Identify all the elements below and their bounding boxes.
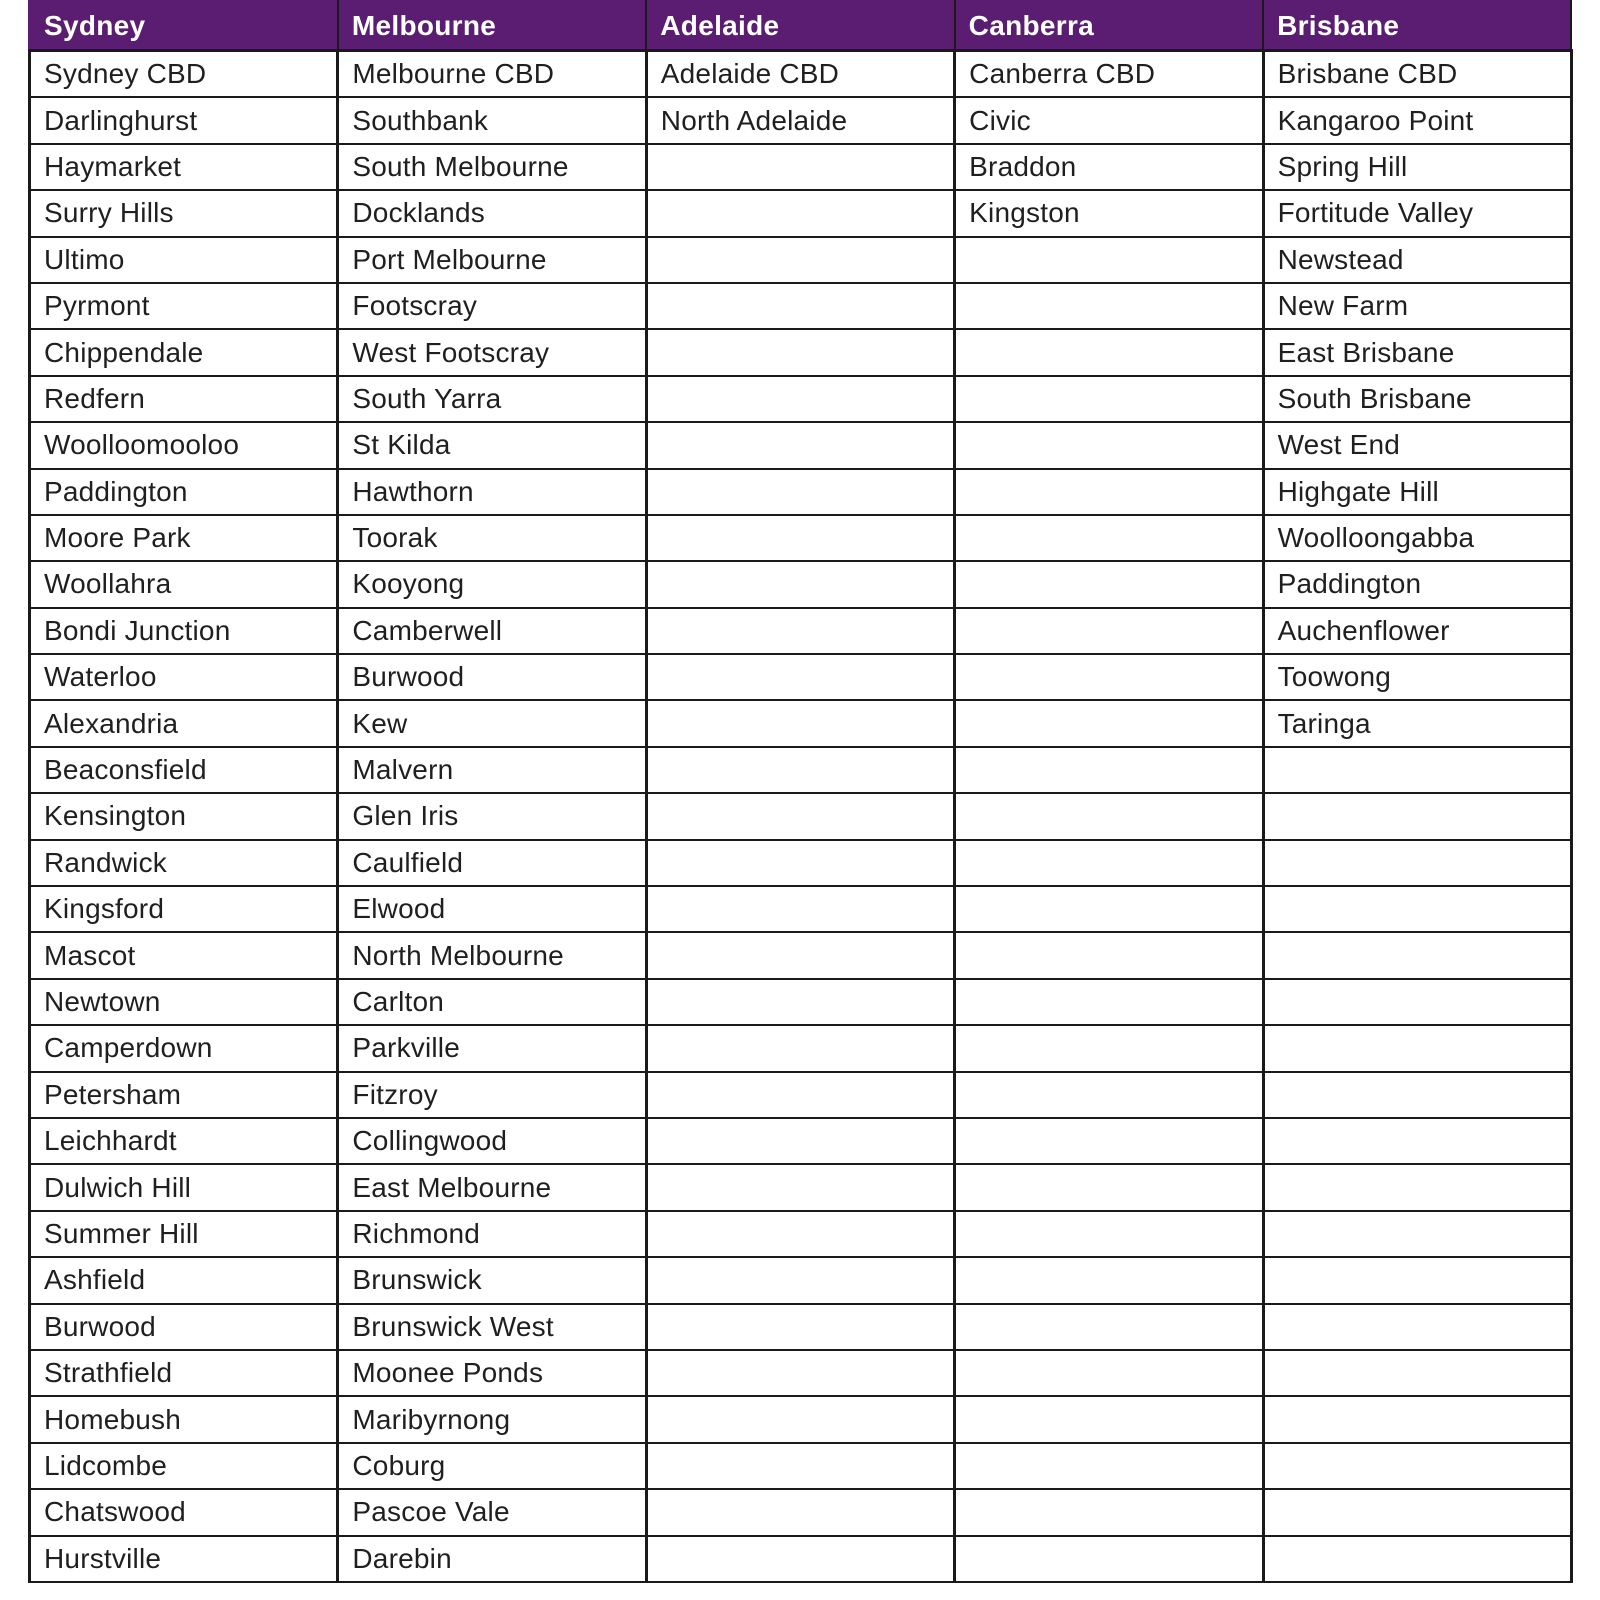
table-cell-melbourne: Footscray <box>338 283 646 329</box>
table-cell-adelaide <box>646 376 954 422</box>
table-cell-brisbane <box>1263 1489 1571 1535</box>
table-cell-brisbane <box>1263 1536 1571 1582</box>
table-cell-sydney: Mascot <box>30 932 338 978</box>
table-cell-canberra <box>955 515 1263 561</box>
table-cell-melbourne: Malvern <box>338 747 646 793</box>
table-cell-adelaide <box>646 1211 954 1257</box>
table-row <box>30 1443 1572 1489</box>
table-cell-brisbane <box>1263 793 1571 839</box>
table-cell-canberra <box>955 1350 1263 1396</box>
table-row <box>30 654 1572 700</box>
table-cell-canberra <box>955 840 1263 886</box>
table-cell-canberra <box>955 561 1263 607</box>
table-row <box>30 1304 1572 1350</box>
table-cell-sydney: Alexandria <box>30 700 338 746</box>
table-cell-canberra <box>955 422 1263 468</box>
table-cell-brisbane: Newstead <box>1263 237 1571 283</box>
table-cell-sydney: Kensington <box>30 793 338 839</box>
table-row <box>30 793 1572 839</box>
table-cell-sydney: Ultimo <box>30 237 338 283</box>
table-row <box>30 1536 1572 1582</box>
table-cell-canberra <box>955 747 1263 793</box>
table-cell-melbourne: South Melbourne <box>338 144 646 190</box>
table-cell-brisbane <box>1263 932 1571 978</box>
table-cell-melbourne: Hawthorn <box>338 469 646 515</box>
table-cell-adelaide <box>646 1304 954 1350</box>
table-row <box>30 1257 1572 1303</box>
table-cell-canberra <box>955 329 1263 375</box>
table-cell-sydney: Redfern <box>30 376 338 422</box>
table-cell-brisbane <box>1263 1350 1571 1396</box>
table-cell-adelaide <box>646 422 954 468</box>
table-cell-melbourne: Toorak <box>338 515 646 561</box>
table-cell-adelaide <box>646 1396 954 1442</box>
table-row <box>30 97 1572 143</box>
table-cell-canberra <box>955 1536 1263 1582</box>
column-header-canberra: Canberra <box>955 1 1263 51</box>
table-cell-adelaide <box>646 237 954 283</box>
table-row <box>30 979 1572 1025</box>
table-cell-adelaide <box>646 793 954 839</box>
table-cell-melbourne: Southbank <box>338 97 646 143</box>
table-cell-brisbane <box>1263 886 1571 932</box>
table-cell-melbourne: Richmond <box>338 1211 646 1257</box>
table-cell-adelaide: Adelaide CBD <box>646 51 954 98</box>
table-cell-brisbane <box>1263 1304 1571 1350</box>
table-row <box>30 283 1572 329</box>
table-cell-adelaide <box>646 654 954 700</box>
table-cell-sydney: Chippendale <box>30 329 338 375</box>
table-cell-adelaide <box>646 1118 954 1164</box>
table-cell-canberra <box>955 1489 1263 1535</box>
table-cell-sydney: Bondi Junction <box>30 608 338 654</box>
table-cell-melbourne: St Kilda <box>338 422 646 468</box>
table-cell-canberra <box>955 1443 1263 1489</box>
table-cell-melbourne: Brunswick West <box>338 1304 646 1350</box>
table-cell-sydney: Newtown <box>30 979 338 1025</box>
table-cell-canberra <box>955 1118 1263 1164</box>
table-cell-adelaide <box>646 190 954 236</box>
table-cell-adelaide <box>646 886 954 932</box>
table-cell-sydney: Burwood <box>30 1304 338 1350</box>
table-cell-sydney: Ashfield <box>30 1257 338 1303</box>
table-cell-melbourne: South Yarra <box>338 376 646 422</box>
table-cell-melbourne: Burwood <box>338 654 646 700</box>
table-cell-sydney: Waterloo <box>30 654 338 700</box>
table-cell-adelaide <box>646 608 954 654</box>
table-cell-sydney: Paddington <box>30 469 338 515</box>
column-header-sydney: Sydney <box>30 1 338 51</box>
table-cell-adelaide <box>646 1443 954 1489</box>
table-cell-canberra: Civic <box>955 97 1263 143</box>
table-row <box>30 469 1572 515</box>
table-row <box>30 144 1572 190</box>
table-cell-brisbane <box>1263 747 1571 793</box>
table-cell-melbourne: Camberwell <box>338 608 646 654</box>
table-cell-brisbane <box>1263 979 1571 1025</box>
table-row <box>30 561 1572 607</box>
table-cell-sydney: Haymarket <box>30 144 338 190</box>
table-cell-melbourne: Docklands <box>338 190 646 236</box>
table-cell-sydney: Leichhardt <box>30 1118 338 1164</box>
table-cell-brisbane: East Brisbane <box>1263 329 1571 375</box>
table-cell-canberra <box>955 654 1263 700</box>
table-cell-brisbane: Auchenflower <box>1263 608 1571 654</box>
table-row <box>30 932 1572 978</box>
table-cell-adelaide <box>646 932 954 978</box>
table-cell-canberra <box>955 1164 1263 1210</box>
table-row <box>30 422 1572 468</box>
table-cell-adelaide <box>646 1257 954 1303</box>
table-cell-canberra <box>955 793 1263 839</box>
table-cell-adelaide <box>646 329 954 375</box>
table-cell-sydney: Summer Hill <box>30 1211 338 1257</box>
table-cell-canberra <box>955 608 1263 654</box>
table-cell-sydney: Petersham <box>30 1072 338 1118</box>
table-cell-canberra <box>955 1025 1263 1071</box>
table-cell-sydney: Lidcombe <box>30 1443 338 1489</box>
table-row <box>30 1489 1572 1535</box>
table-cell-brisbane: Woolloongabba <box>1263 515 1571 561</box>
table-cell-adelaide <box>646 979 954 1025</box>
table-cell-adelaide <box>646 1025 954 1071</box>
table-cell-melbourne: Glen Iris <box>338 793 646 839</box>
table-cell-melbourne: Elwood <box>338 886 646 932</box>
table-cell-melbourne: West Footscray <box>338 329 646 375</box>
table-cell-adelaide <box>646 515 954 561</box>
table-cell-melbourne: North Melbourne <box>338 932 646 978</box>
table-row <box>30 1164 1572 1210</box>
table-cell-adelaide <box>646 1489 954 1535</box>
table-row <box>30 1396 1572 1442</box>
table-row <box>30 515 1572 561</box>
table-cell-canberra <box>955 1304 1263 1350</box>
table-cell-canberra <box>955 1072 1263 1118</box>
table-cell-brisbane <box>1263 1396 1571 1442</box>
table-cell-adelaide: North Adelaide <box>646 97 954 143</box>
table-cell-sydney: Beaconsfield <box>30 747 338 793</box>
column-header-adelaide: Adelaide <box>646 1 954 51</box>
table-row <box>30 1350 1572 1396</box>
table-row <box>30 237 1572 283</box>
table-cell-brisbane: Brisbane CBD <box>1263 51 1571 98</box>
table-row <box>30 886 1572 932</box>
table-cell-brisbane: Highgate Hill <box>1263 469 1571 515</box>
table-header-row <box>30 1 1572 51</box>
table-cell-sydney: Kingsford <box>30 886 338 932</box>
table-cell-canberra: Kingston <box>955 190 1263 236</box>
table-cell-sydney: Camperdown <box>30 1025 338 1071</box>
table-row <box>30 1025 1572 1071</box>
table-cell-sydney: Sydney CBD <box>30 51 338 98</box>
table-row <box>30 329 1572 375</box>
table-cell-sydney: Darlinghurst <box>30 97 338 143</box>
table-cell-brisbane: West End <box>1263 422 1571 468</box>
table-cell-canberra <box>955 1211 1263 1257</box>
table-body <box>30 51 1572 1582</box>
table-cell-melbourne: Collingwood <box>338 1118 646 1164</box>
table-cell-canberra <box>955 886 1263 932</box>
table-row <box>30 190 1572 236</box>
table-row <box>30 1072 1572 1118</box>
table-cell-canberra <box>955 1396 1263 1442</box>
table-cell-melbourne: Pascoe Vale <box>338 1489 646 1535</box>
table-cell-brisbane <box>1263 1072 1571 1118</box>
table-cell-melbourne: Carlton <box>338 979 646 1025</box>
table-cell-melbourne: Brunswick <box>338 1257 646 1303</box>
table-cell-sydney: Pyrmont <box>30 283 338 329</box>
table-cell-brisbane <box>1263 1257 1571 1303</box>
table-row <box>30 840 1572 886</box>
table-cell-brisbane: Toowong <box>1263 654 1571 700</box>
table-cell-melbourne: Parkville <box>338 1025 646 1071</box>
table-cell-sydney: Dulwich Hill <box>30 1164 338 1210</box>
table-cell-adelaide <box>646 283 954 329</box>
table-cell-brisbane: New Farm <box>1263 283 1571 329</box>
table-cell-melbourne: Kew <box>338 700 646 746</box>
table-cell-sydney: Randwick <box>30 840 338 886</box>
table-cell-brisbane: Paddington <box>1263 561 1571 607</box>
table-cell-adelaide <box>646 561 954 607</box>
table-row <box>30 700 1572 746</box>
table-cell-brisbane: Spring Hill <box>1263 144 1571 190</box>
table-cell-brisbane <box>1263 1164 1571 1210</box>
table-cell-adelaide <box>646 1072 954 1118</box>
table-cell-melbourne: Port Melbourne <box>338 237 646 283</box>
table-cell-adelaide <box>646 1164 954 1210</box>
table-cell-melbourne: Moonee Ponds <box>338 1350 646 1396</box>
table-cell-melbourne: Coburg <box>338 1443 646 1489</box>
table-cell-brisbane <box>1263 840 1571 886</box>
column-header-brisbane: Brisbane <box>1263 1 1571 51</box>
table-cell-canberra <box>955 376 1263 422</box>
table-row <box>30 747 1572 793</box>
table-cell-canberra: Canberra CBD <box>955 51 1263 98</box>
table-cell-melbourne: Darebin <box>338 1536 646 1582</box>
table-cell-brisbane: Taringa <box>1263 700 1571 746</box>
table-cell-sydney: Chatswood <box>30 1489 338 1535</box>
table-cell-canberra <box>955 237 1263 283</box>
column-header-melbourne: Melbourne <box>338 1 646 51</box>
table-cell-adelaide <box>646 469 954 515</box>
table-cell-brisbane: Fortitude Valley <box>1263 190 1571 236</box>
table-row <box>30 608 1572 654</box>
table-cell-melbourne: Fitzroy <box>338 1072 646 1118</box>
table-cell-brisbane: Kangaroo Point <box>1263 97 1571 143</box>
table-row <box>30 376 1572 422</box>
table-cell-sydney: Woolloomooloo <box>30 422 338 468</box>
table-cell-canberra: Braddon <box>955 144 1263 190</box>
table-cell-sydney: Surry Hills <box>30 190 338 236</box>
suburbs-table-container <box>28 0 1570 1583</box>
table-cell-melbourne: Caulfield <box>338 840 646 886</box>
table-cell-sydney: Hurstville <box>30 1536 338 1582</box>
table-cell-brisbane: South Brisbane <box>1263 376 1571 422</box>
table-cell-adelaide <box>646 1536 954 1582</box>
table-cell-adelaide <box>646 1350 954 1396</box>
table-cell-sydney: Strathfield <box>30 1350 338 1396</box>
table-row <box>30 51 1572 98</box>
table-cell-adelaide <box>646 144 954 190</box>
suburbs-table <box>28 0 1573 1583</box>
table-cell-brisbane <box>1263 1025 1571 1071</box>
table-cell-canberra <box>955 1257 1263 1303</box>
table-cell-brisbane <box>1263 1118 1571 1164</box>
table-cell-adelaide <box>646 840 954 886</box>
table-cell-melbourne: Maribyrnong <box>338 1396 646 1442</box>
table-cell-melbourne: East Melbourne <box>338 1164 646 1210</box>
table-cell-canberra <box>955 979 1263 1025</box>
table-cell-canberra <box>955 700 1263 746</box>
table-cell-adelaide <box>646 700 954 746</box>
table-cell-adelaide <box>646 747 954 793</box>
table-cell-canberra <box>955 469 1263 515</box>
table-cell-canberra <box>955 283 1263 329</box>
table-row <box>30 1211 1572 1257</box>
table-cell-canberra <box>955 932 1263 978</box>
table-cell-sydney: Woollahra <box>30 561 338 607</box>
table-cell-sydney: Homebush <box>30 1396 338 1442</box>
table-cell-melbourne: Kooyong <box>338 561 646 607</box>
table-cell-sydney: Moore Park <box>30 515 338 561</box>
table-cell-brisbane <box>1263 1211 1571 1257</box>
table-cell-melbourne: Melbourne CBD <box>338 51 646 98</box>
table-row <box>30 1118 1572 1164</box>
table-cell-brisbane <box>1263 1443 1571 1489</box>
